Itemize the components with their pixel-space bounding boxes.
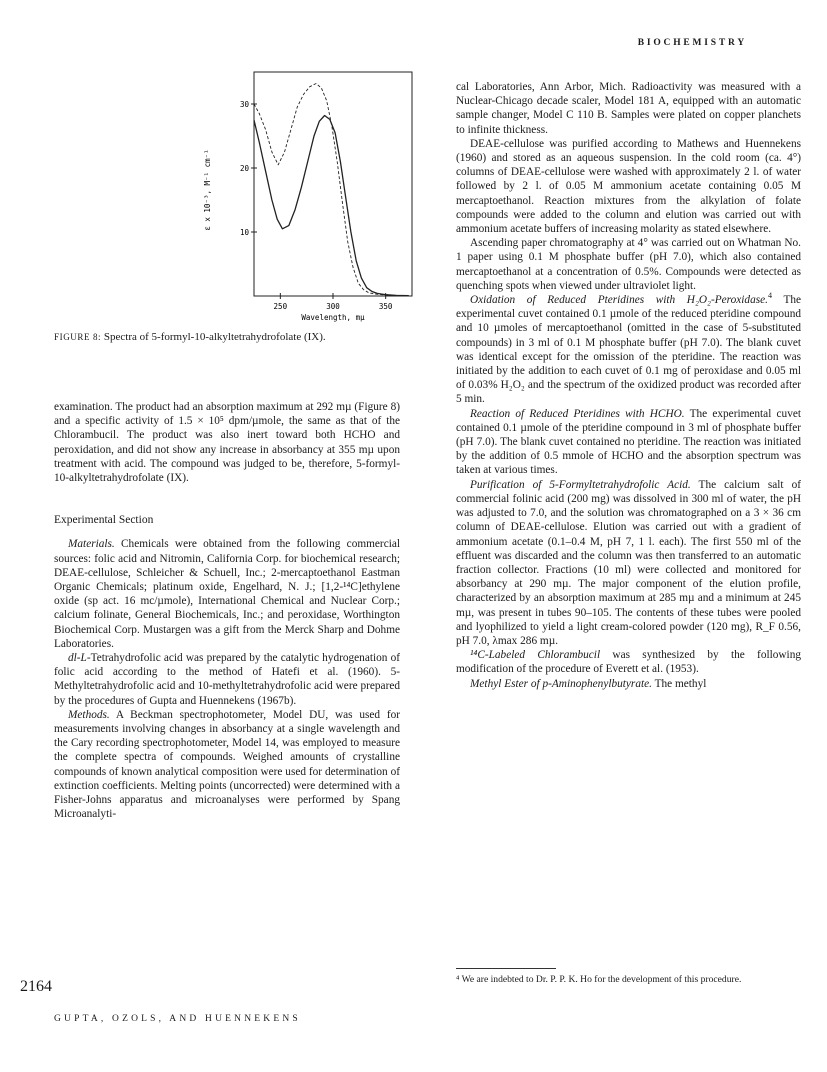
thf-paragraph	[54, 651, 400, 708]
spectrum-chart	[54, 80, 400, 322]
y-tick-label: 10	[239, 228, 249, 237]
materials-title: Materials.	[68, 538, 115, 551]
series-layer	[254, 84, 409, 296]
right-paragraph-1: cal Laboratories, Ann Arbor, Mich. Radioactivity was measured with a Nuclear-Chicago decade scaler, Model 181 A, equipped with an automatic sample changer, Model C 110 B. Samples were plated on copper planchets to infinite thickness.	[456, 81, 801, 136]
purification-title: Purification of 5-Formyltetrahydrofolic Acid.	[470, 478, 691, 491]
hcho-title: Reaction of Reduced Pteridines with HCHO.	[470, 407, 685, 420]
section-heading: Experimental Section	[54, 514, 154, 527]
methyl-ester-text: The methyl	[651, 677, 707, 690]
methods-paragraph	[54, 708, 400, 822]
methods-text: A Beckman spectrophotometer, Model DU, was used for measurements involving changes in absorbancy at a single wavelength and the Cary recording spectrophotometer, Model 14, was employed to measure the complete spectra of compounds. Weighed amounts of crystalline compounds of known analytical composition were used for determination of extinction coefficients. Melting points (uncorrected) were determined with a Fisher-Johns apparatus and microanalyses were performed by Spang Microanalyti-	[54, 708, 400, 821]
methods-title: Methods.	[68, 708, 110, 721]
chlorambucil-title: ¹⁴C-Labeled Chlorambucil	[470, 649, 601, 662]
left-column-text	[54, 400, 400, 821]
left-column-figure	[54, 80, 400, 344]
methyl-ester-paragraph	[456, 677, 801, 691]
spectrum-dashed-line	[254, 84, 409, 296]
caption-text: Spectra of 5-formyl-10-alkyltetrahydrofolate (IX).	[103, 331, 326, 343]
methyl-ester-title: Methyl Ester of p-Aminophenylbutyrate.	[470, 677, 652, 690]
caption-label: FIGURE 8:	[54, 332, 102, 342]
chlorambucil-text: was synthesized by the following modification of the procedure of Everett et al. (1953).	[456, 649, 801, 676]
figure-8	[54, 80, 400, 322]
x-tick-label: 250	[273, 302, 288, 311]
hcho-paragraph	[456, 407, 801, 478]
purification-paragraph	[456, 478, 801, 648]
page-number: 2164	[20, 978, 52, 995]
spectrum-solid-line	[254, 116, 409, 296]
hcho-text: The experimental cuvet contained 0.1 µmole of the pteridine compound in 3 ml of phosphate buffer (pH 7.0). The blank cuvet contained no pteridine. The reaction was initiated by the addition of 0.5 mmole of HCHO and the absorption spectrum was taken at various times.	[456, 407, 801, 477]
figure-caption	[54, 330, 400, 344]
oxidation-title: Oxidation of Reduced Pteridines with H₂O₂-Peroxidase.	[470, 294, 768, 307]
plot-frame	[254, 72, 412, 296]
purification-text: The calcium salt of commercial folinic acid (200 mg) was dissolved in 300 ml of water, the pH was adjusted to 7.0, and the solution was chromatographed on a 3 × 36 cm column of DEAE-cellulose. Elution was carried out with a gradient of ammonium acetate (0.1–0.4 M, pH 7, 1 l. each). The first 550 ml of the effluent was discarded and the column was then transferred to an automatic fraction collector. Fractions (10 ml) were collected and monitored for absorbancy at 290 mµ. The major component of the elution profile, characterized by an absorption maximum at 285 mµ and a minimum at 245 mµ, was present in tubes 90–105. The contents of these tubes were pooled and lyophilized to yield a light cream-colored powder (120 mg), R_F 0.56, pH 7.0, λmax 286 mµ.	[456, 478, 801, 647]
x-tick-label: 350	[378, 302, 393, 311]
footer-authors: GUPTA, OZOLS, AND HUENNEKENS	[54, 1014, 301, 1024]
right-column	[456, 80, 801, 691]
left-paragraph-1: examination. The product had an absorption maximum at 292 mµ (Figure 8) and a specific activity of 1.5 × 10⁵ dpm/µmole, the same as that of the Chlorambucil. The product was also inert toward both HCHO and peroxidation, and did not show any increase in absorbancy at 355 mµ upon treatment with acid. The compound was judged to be, therefore, 5-formyl-10-alkyltetrahydrofolate (IX).	[54, 401, 400, 485]
running-head: BIOCHEMISTRY	[637, 38, 747, 48]
x-axis-label: Wavelength, mµ	[301, 313, 365, 322]
thf-title: dl-L	[68, 652, 87, 665]
oxidation-paragraph	[456, 293, 801, 407]
materials-paragraph	[54, 537, 400, 651]
y-tick-label: 30	[239, 100, 249, 109]
footnote: ⁴ We are indebted to Dr. P. P. K. Ho for the development of this procedure.	[456, 974, 742, 985]
right-paragraph-2: DEAE-cellulose was purified according to Mathews and Huennekens (1960) and stored as an aqueous suspension. In the cold room (ca. 4°) columns of DEAE-cellulose were washed with approximately 2 l. of water followed by 2 l. of 0.05 M ammonium acetate containing 0.05 M mercaptoethanol. Reaction mixtures from the alkylation of folate compounds were added to the column and elution was carried out with ammonium acetate buffers of increasing molarity as stated elsewhere.	[456, 137, 801, 236]
materials-text: Chemicals were obtained from the following commercial sources: folic acid and Nitromin, California Corp. for biochemical research; DEAE-cellulose, Schleicher & Schuell, Inc.; 2-mercaptoethanol Eastman Organic Chemicals; platinum oxide, Engelhard, N. J.; [1,2-¹⁴C]ethylene oxide (sp act. 16 mc/µmole), International Chemical and Nuclear Corp.; calcium folinate, General Biochemicals, Inc.; and peroxidase, Worthington Biochemical Corp. Mustargen was a gift from the Merck Sharp and Dohme Laboratories.	[54, 538, 400, 650]
thf-text: -Tetrahydrofolic acid was prepared by the catalytic hydrogenation of folic acid according to the method of Hatefi et al. (1960). 5-Methyltetrahydrofolic acid and 10-methyltetrahydrofolic acid were prepared by the procedures of Gupta and Huennekens (1967b).	[54, 652, 400, 707]
footnote-rule	[456, 968, 556, 969]
chlorambucil-paragraph	[456, 648, 801, 676]
y-tick-label: 20	[239, 164, 249, 173]
right-paragraph-3: Ascending paper chromatography at 4° was carried out on Whatman No. 1 paper using 0.1 M phosphate buffer (pH 7.0), which also contained mercaptoethanol at a concentration of 0.5%. Compounds were detected as quenching spots when viewed under ultraviolet light.	[456, 237, 801, 292]
footnote-marker: 4	[767, 291, 773, 301]
y-axis-label: ε x 10⁻³, M⁻¹ cm⁻¹	[203, 149, 212, 231]
oxidation-text: The experimental cuvet contained 0.1 µmole of the reduced pteridine compound and 10 µmoles of mercaptoethanol (omitted in the case of 5-substituted compounds) in 3 ml of 0.1 M phosphate buffer (pH 7.0). The blank cuvet was identical except for the omission of the pteridine. The reaction was initiated by the addition to each cuvet of 0.1 mg of peroxidase and 0.05 ml of 0.03% H₂O₂ and the spectrum of the oxidized product was recorded after 5 min.	[456, 294, 802, 406]
x-tick-label: 300	[326, 302, 340, 311]
